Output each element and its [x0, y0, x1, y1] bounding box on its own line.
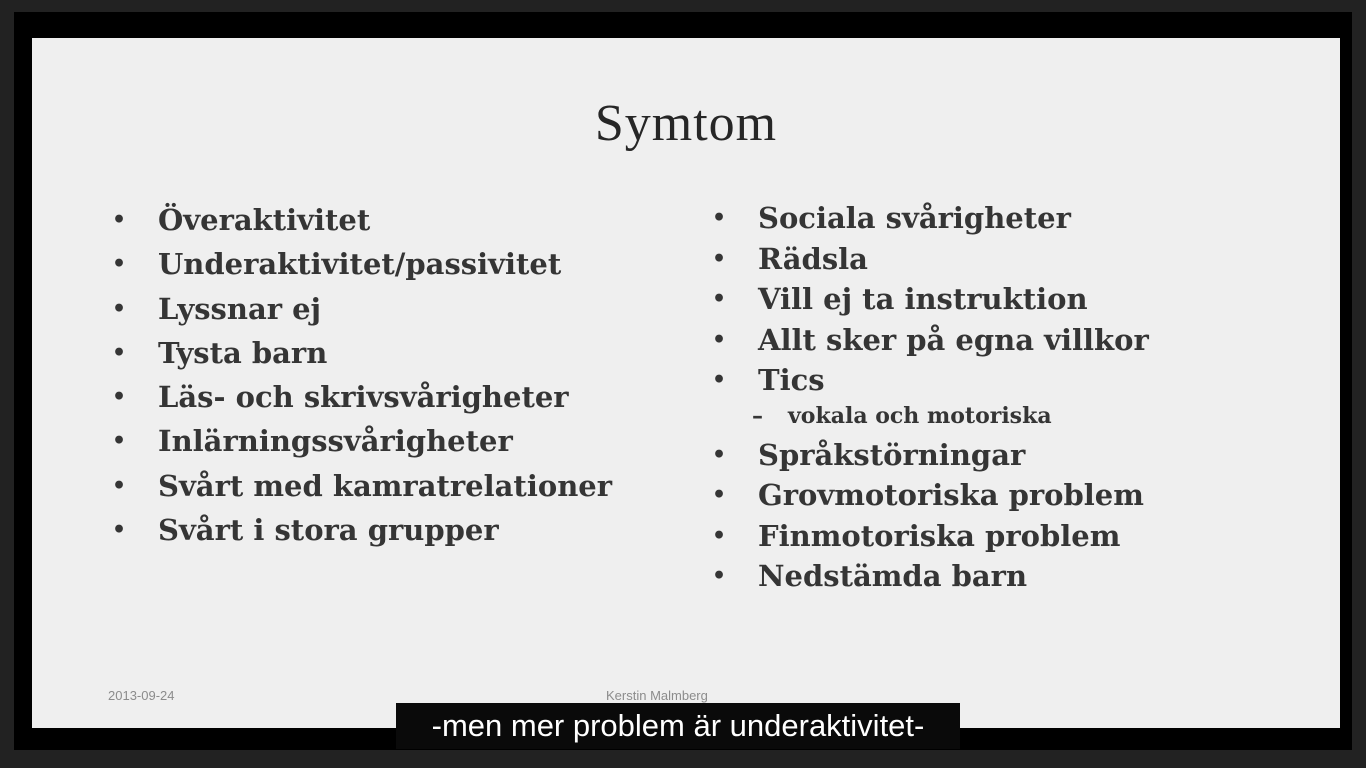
bullet-icon: •	[112, 517, 127, 544]
bullet-icon: •	[112, 295, 127, 322]
bullet-icon: •	[712, 286, 727, 312]
sub-list-item: – vokala och motoriska	[752, 402, 1052, 429]
left-bullet-list	[108, 198, 612, 552]
bullet-icon: •	[112, 384, 127, 411]
list-item: • Tics	[708, 360, 1149, 401]
list-item: • Sociala svårigheter	[708, 198, 1149, 239]
list-item: • Underaktivitet/passivitet	[108, 242, 612, 286]
slide-footer-author: Kerstin Malmberg	[606, 688, 708, 703]
bullet-icon: •	[712, 205, 727, 231]
list-item: • Inlärningssvårigheter	[108, 419, 612, 463]
bullet-icon: •	[712, 482, 727, 508]
list-item: • Lyssnar ej	[108, 287, 612, 331]
bullet-icon: •	[112, 339, 127, 366]
dash-icon: –	[752, 402, 763, 429]
bullet-icon: •	[712, 367, 727, 393]
list-item: • Svårt i stora grupper	[108, 508, 612, 552]
list-item: • Tysta barn	[108, 331, 612, 375]
list-item: • Överaktivitet	[108, 198, 612, 242]
list-item: • Vill ej ta instruktion	[708, 279, 1149, 320]
video-subtitle: -men mer problem är underaktivitet-	[396, 703, 960, 749]
bullet-icon: •	[712, 563, 727, 589]
list-item: • Svårt med kamratrelationer	[108, 464, 612, 508]
bullet-icon: •	[712, 522, 727, 549]
presentation-slide	[32, 38, 1340, 728]
bullet-icon: •	[112, 428, 127, 455]
bullet-icon: •	[712, 441, 727, 468]
right-bullet-list	[708, 198, 1149, 597]
list-item: • Nedstämda barn	[708, 556, 1149, 597]
list-item: • Läs- och skrivsvårigheter	[108, 375, 612, 419]
bullet-icon: •	[712, 326, 727, 353]
list-item: • Allt sker på egna villkor	[708, 320, 1149, 361]
bullet-icon: •	[112, 472, 127, 499]
list-item: • Språkstörningar	[708, 435, 1149, 476]
bullet-icon: •	[712, 245, 727, 272]
slide-footer-date: 2013-09-24	[108, 688, 175, 703]
slide-title: Symtom	[594, 95, 778, 152]
list-item: • Finmotoriska problem	[708, 516, 1149, 557]
bullet-icon: •	[112, 207, 127, 233]
bullet-icon: •	[112, 251, 127, 278]
list-item: • Grovmotoriska problem	[708, 475, 1149, 516]
list-item: • Rädsla	[708, 239, 1149, 280]
